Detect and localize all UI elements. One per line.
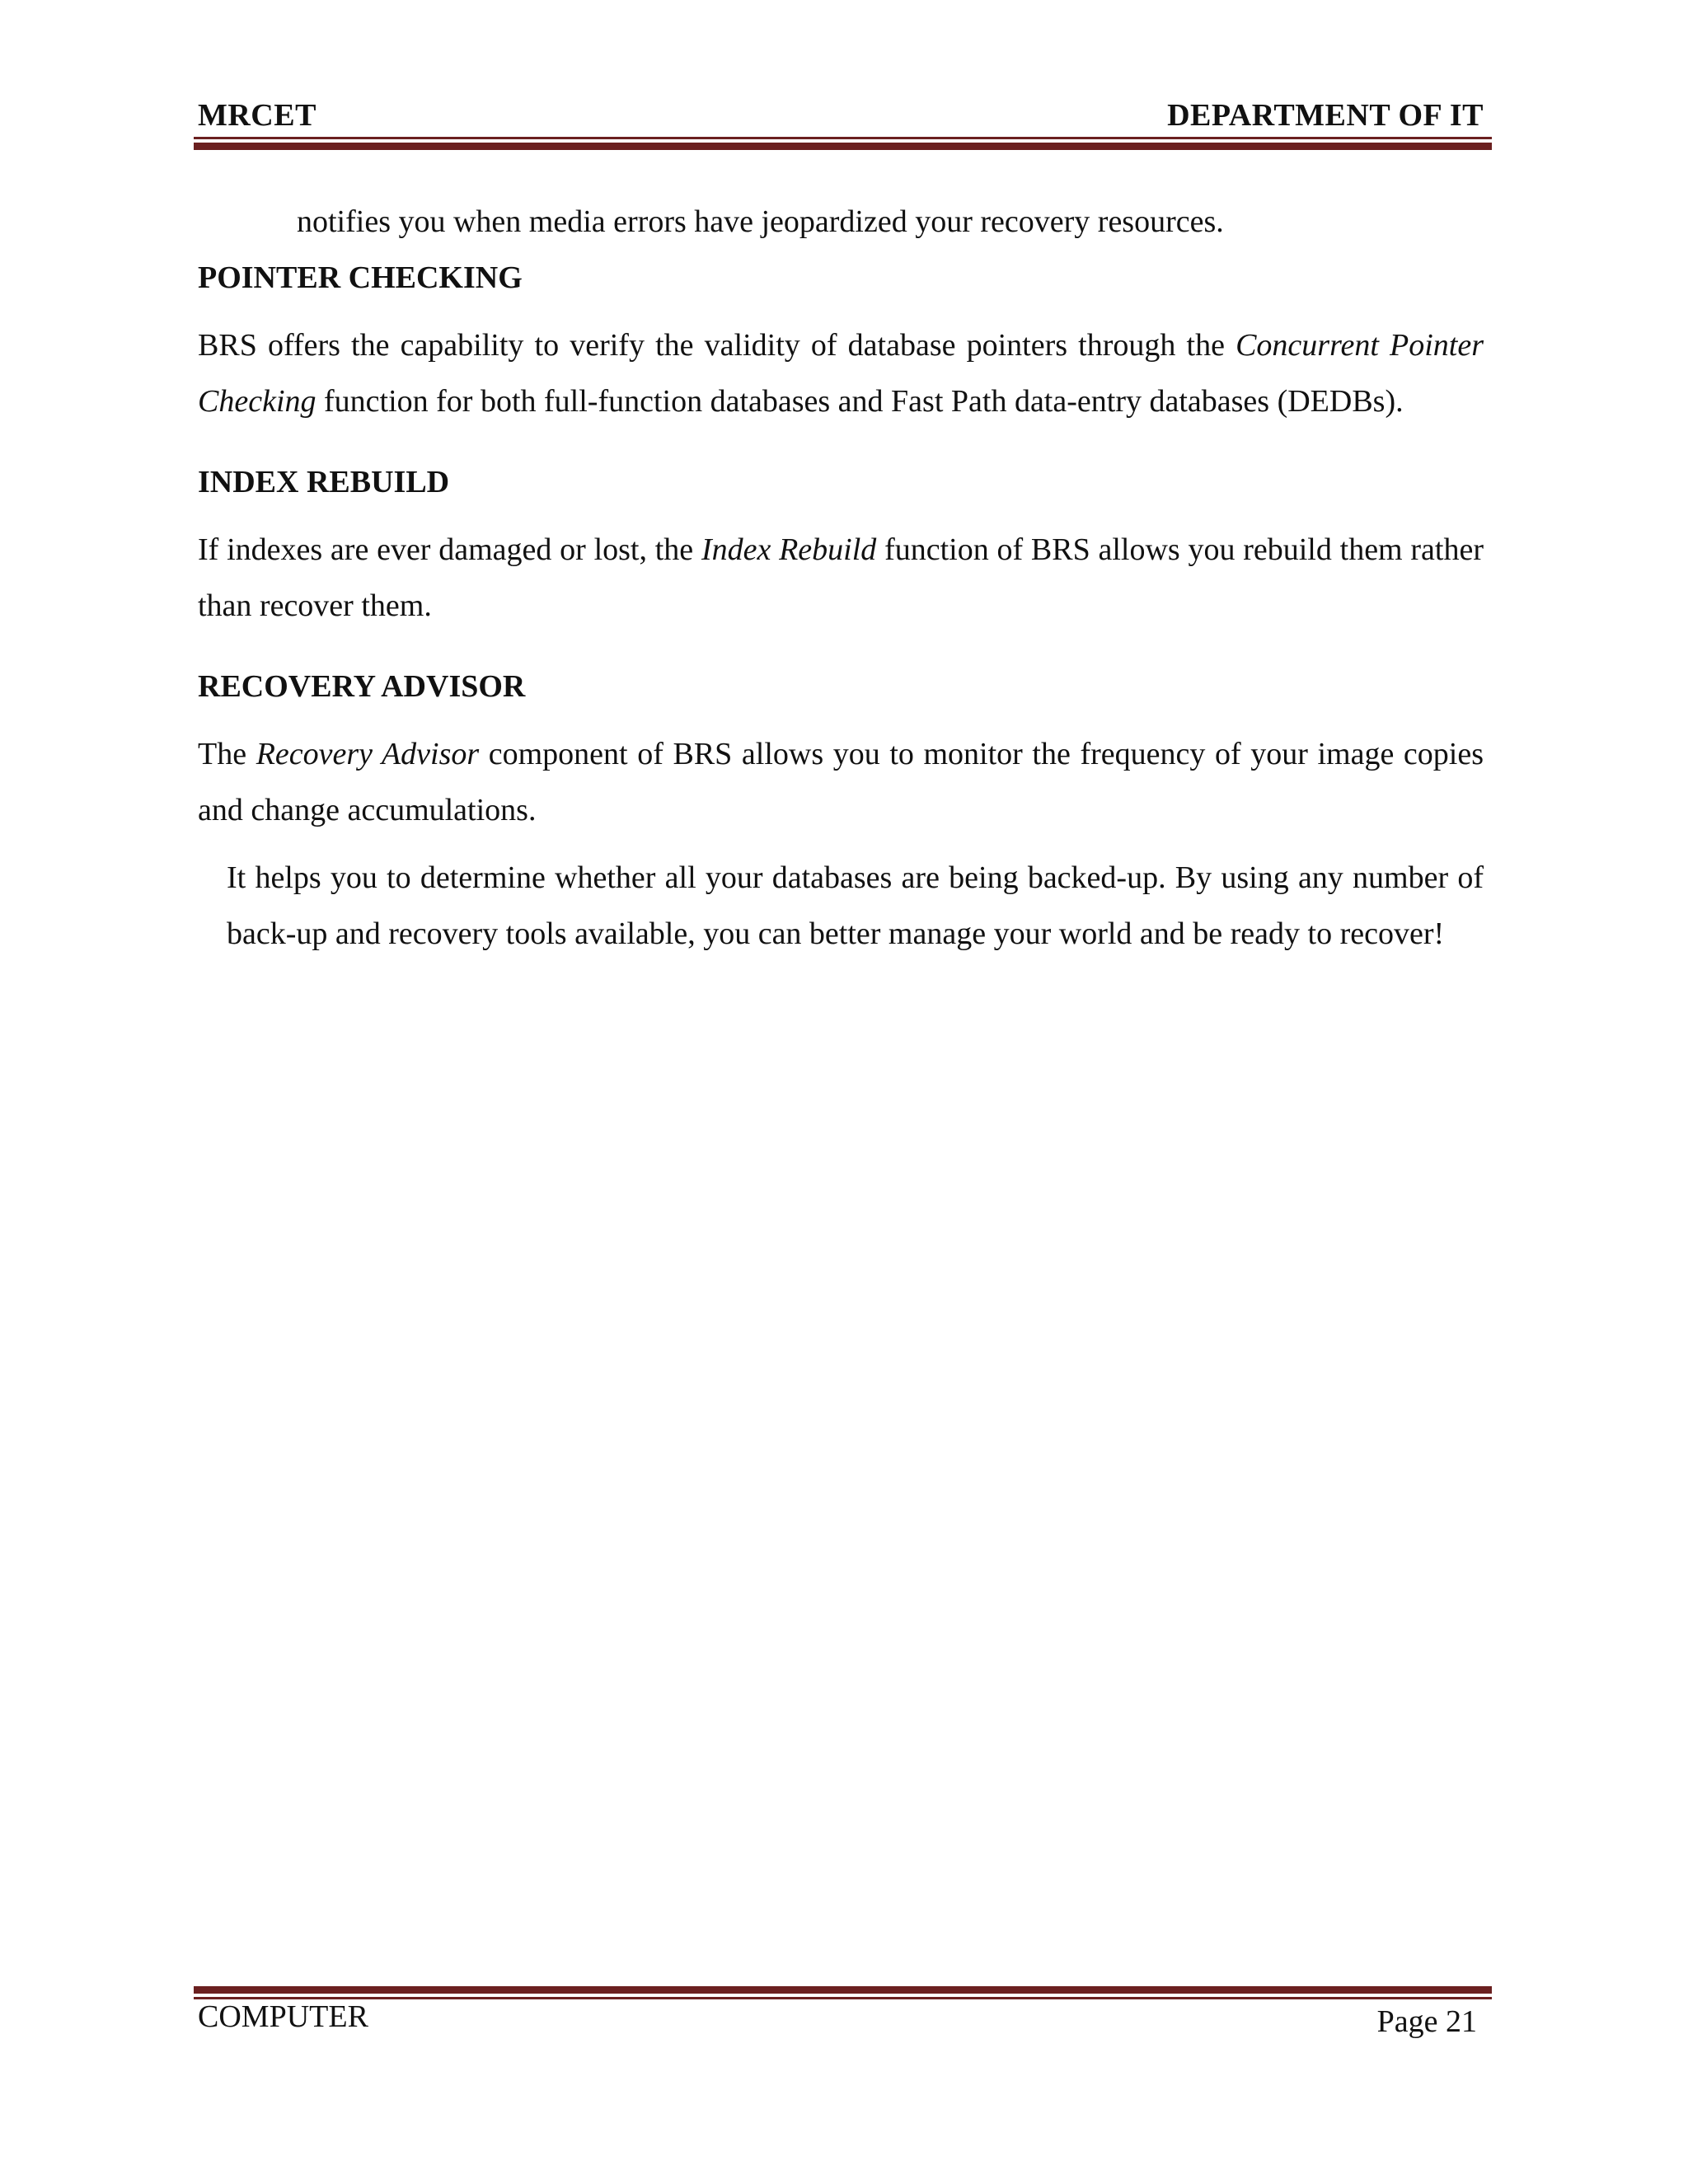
paragraph-recovery-advisor-detail: It helps you to determine whether all your databases are being backed-up. By using any number of back-up and recovery tools available, you can better manage your world and be ready to recover! bbox=[227, 860, 1484, 951]
paragraph-recovery-advisor: The Recovery Advisor component of BRS allows you to monitor the frequency of your image copies and change accumulations. bbox=[198, 737, 1484, 827]
intro-line: notifies you when media errors have jeopardized your recovery resources. bbox=[297, 204, 1224, 239]
heading-index-rebuild: INDEX REBUILD bbox=[198, 465, 450, 499]
term-recovery-advisor: Recovery Advisor bbox=[256, 737, 480, 771]
footer-subject: COMPUTER bbox=[198, 1999, 368, 2034]
header-institution: MRCET bbox=[198, 98, 316, 133]
page-body bbox=[198, 194, 1484, 962]
term-index-rebuild: Index Rebuild bbox=[701, 532, 877, 567]
page-footer bbox=[198, 1999, 1484, 2056]
paragraph-index-rebuild: If indexes are ever damaged or lost, the Index Rebuild function of BRS allows you rebuild them rather than recover them. bbox=[198, 532, 1484, 623]
header-rule bbox=[194, 137, 1492, 150]
term-concurrent-pointer-checking: Concurrent Pointer Checking bbox=[198, 328, 1484, 419]
heading-recovery-advisor: RECOVERY ADVISOR bbox=[198, 669, 526, 704]
paragraph-pointer-checking: BRS offers the capability to verify the validity of database pointers through the Concurrent Pointer Checking function for both full-function databases and Fast Path data-entry databases (DEDBs). bbox=[198, 328, 1484, 419]
header-department: DEPARTMENT OF IT bbox=[1167, 98, 1484, 133]
heading-pointer-checking: POINTER CHECKING bbox=[198, 260, 523, 295]
page-number: Page 21 bbox=[1376, 2004, 1477, 2039]
footer-rule bbox=[194, 1986, 1492, 1999]
